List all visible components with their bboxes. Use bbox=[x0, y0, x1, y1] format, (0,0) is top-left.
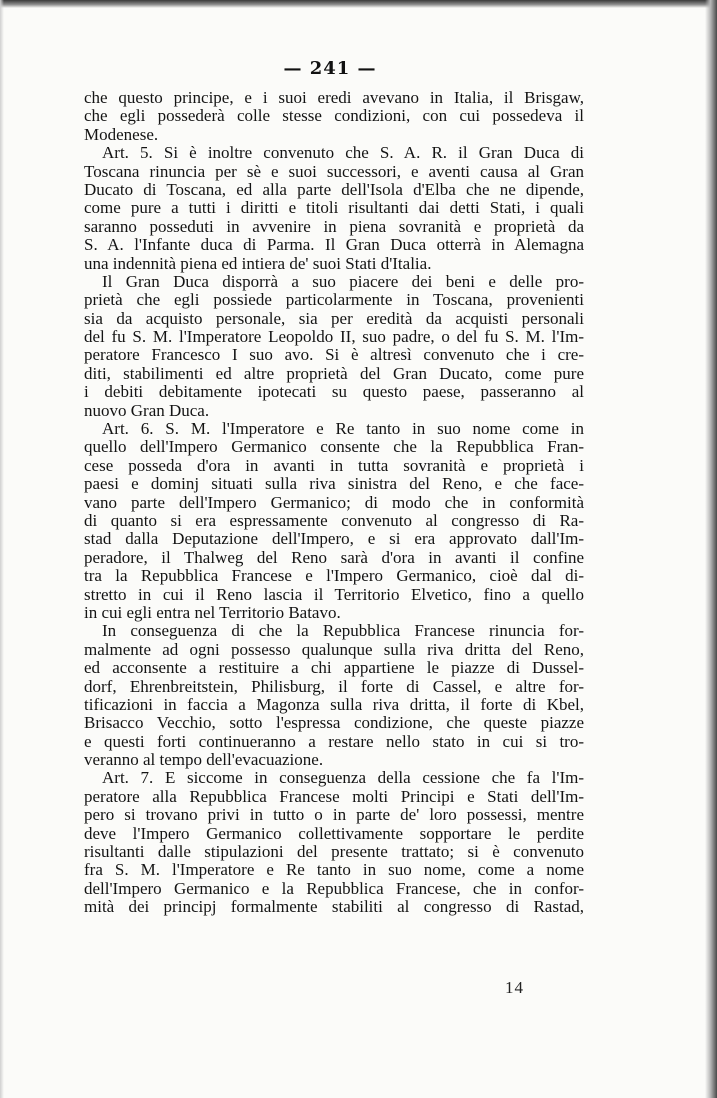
text-line: In conseguenza di che la Repubblica Francese rinuncia for- bbox=[102, 621, 584, 641]
text-line: di quanto si era espressamente convenuto al congresso di Ra- bbox=[84, 510, 584, 530]
text-line: prietà che egli possiede particolarmente in Toscana, provenienti bbox=[84, 290, 584, 310]
text-line: nuovo Gran Duca. bbox=[84, 400, 210, 420]
body-text bbox=[84, 89, 584, 917]
text-line: sia da acquisto personale, sia per eredità da acquisti personali bbox=[84, 308, 584, 328]
text-line: Art. 5. Si è inoltre convenuto che S. A. R. il Gran Duca di bbox=[102, 143, 584, 163]
text-line: che questo principe, e i suoi eredi avevano in Italia, il Brisgaw, bbox=[84, 88, 584, 107]
page-right-shadow bbox=[705, 0, 717, 1098]
text-line: peratore Francesco I suo avo. Si è altresì convenuto che i cre- bbox=[84, 345, 584, 365]
text-line: tra la Repubblica Francese e l'Impero Germanico, cioè dal di- bbox=[84, 566, 584, 586]
text-line: cese possedа d'ora in avanti in tutta sovranità e proprietà i bbox=[84, 455, 584, 475]
text-line: vano parte dell'Impero Germanico; di modo che in conformità bbox=[84, 492, 584, 512]
text-line: paesi e dominj situati sulla riva sinistra del Reno, e che face- bbox=[84, 474, 584, 494]
page-number: — 241 — bbox=[283, 58, 377, 79]
text-line: pero si trovano privi in tutto o in parte de' loro possessi, mentre bbox=[84, 805, 584, 825]
text-line: i debiti debitamente ipotecati su questo paese, passeranno al bbox=[84, 382, 584, 402]
text-line: Art. 7. E siccome in conseguenza della cessione che fa l'Im- bbox=[102, 768, 584, 788]
text-line: ed acconsente a restituire a chi appartiene le piazze di Dussel- bbox=[84, 658, 584, 678]
text-line: mità dei principj formalmente stabiliti al congresso di Rastad, bbox=[84, 897, 584, 917]
text-line: stretto in cui il Reno lascia il Territorio Elvetico, fino a quello bbox=[84, 584, 584, 604]
text-line: malmente ad ogni possesso qualunque sulla riva dritta del Reno, bbox=[84, 639, 584, 659]
text-line: peratore alla Repubblica Francese molti Principi e Stati dell'Im- bbox=[84, 786, 584, 806]
text-line: risultanti dalle stipulazioni del presente trattato; si è convenuto bbox=[84, 842, 584, 862]
text-line: deve l'Impero Germanico collettivamente sopportare le perdite bbox=[84, 823, 584, 843]
text-line: Brisacco Vecchio, sotto l'espressa condizione, che queste piazze bbox=[84, 713, 584, 733]
text-line: Modenese. bbox=[84, 124, 159, 144]
page-left-shadow bbox=[0, 0, 4, 1098]
signature-mark: 14 bbox=[505, 978, 524, 997]
text-line: che egli possederà colle stesse condizioni, con cui possedeva il bbox=[84, 106, 584, 126]
text-line: quello dell'Impero Germanico consente che la Repubblica Fran- bbox=[84, 437, 584, 457]
text-line: stad dalla Deputazione dell'Impero, e si era approvato dall'Im- bbox=[84, 529, 584, 549]
text-line: del fu S. M. l'Imperatore Leopoldo II, suo padre, o del fu S. M. l'Im- bbox=[84, 327, 584, 347]
text-line: e questi forti continueranno a restare nello stato in cui si tro- bbox=[84, 731, 584, 751]
text-line: Toscana rinuncia per sè e suoi successori, e aventi causa al Gran bbox=[84, 161, 584, 181]
text-line: S. A. l'Infante duca di Parma. Il Gran Duca otterrà in Alemagna bbox=[84, 235, 584, 255]
text-line: in cui egli entra nel Territorio Batavo. bbox=[84, 602, 341, 622]
text-line: dorf, Ehrenbreitstein, Philisburg, il forte di Cassel, e altre for- bbox=[84, 676, 584, 696]
text-line: tificazioni in faccia a Magonza sulla riva dritta, il forte di Kbel, bbox=[84, 694, 584, 714]
text-line: peradore, il Thalweg del Reno sarà d'ora in avanti il confine bbox=[84, 547, 584, 567]
text-line: Art. 6. S. M. l'Imperatore e Re tanto in suo nome come in bbox=[102, 419, 584, 439]
text-line: fra S. M. l'Imperatore e Re tanto in suo nome, come a nome bbox=[84, 860, 584, 880]
text-line: una indennità piena ed intiera de' suoi Stati d'Italia. bbox=[84, 253, 432, 273]
text-line: diti, stabilimenti ed altre proprietà del Gran Ducato, come pure bbox=[84, 363, 584, 383]
text-line: veranno al tempo dell'evacuazione. bbox=[84, 750, 324, 770]
text-line: Ducato di Toscana, ed alla parte dell'Isola d'Elba che ne dipende, bbox=[84, 179, 584, 199]
text-line: saranno posseduti in avvenire in piena sovranità e proprietà da bbox=[84, 216, 584, 236]
text-line: come pure a tutti i diritti e titoli risultanti dai detti Stati, i quali bbox=[84, 198, 584, 218]
text-line: dell'Impero Germanico e la Repubblica Francese, che in confor- bbox=[84, 878, 584, 898]
page-top-shadow bbox=[0, 0, 717, 8]
text-line: Il Gran Duca disporrà a suo piacere dei beni e delle pro- bbox=[102, 271, 584, 291]
